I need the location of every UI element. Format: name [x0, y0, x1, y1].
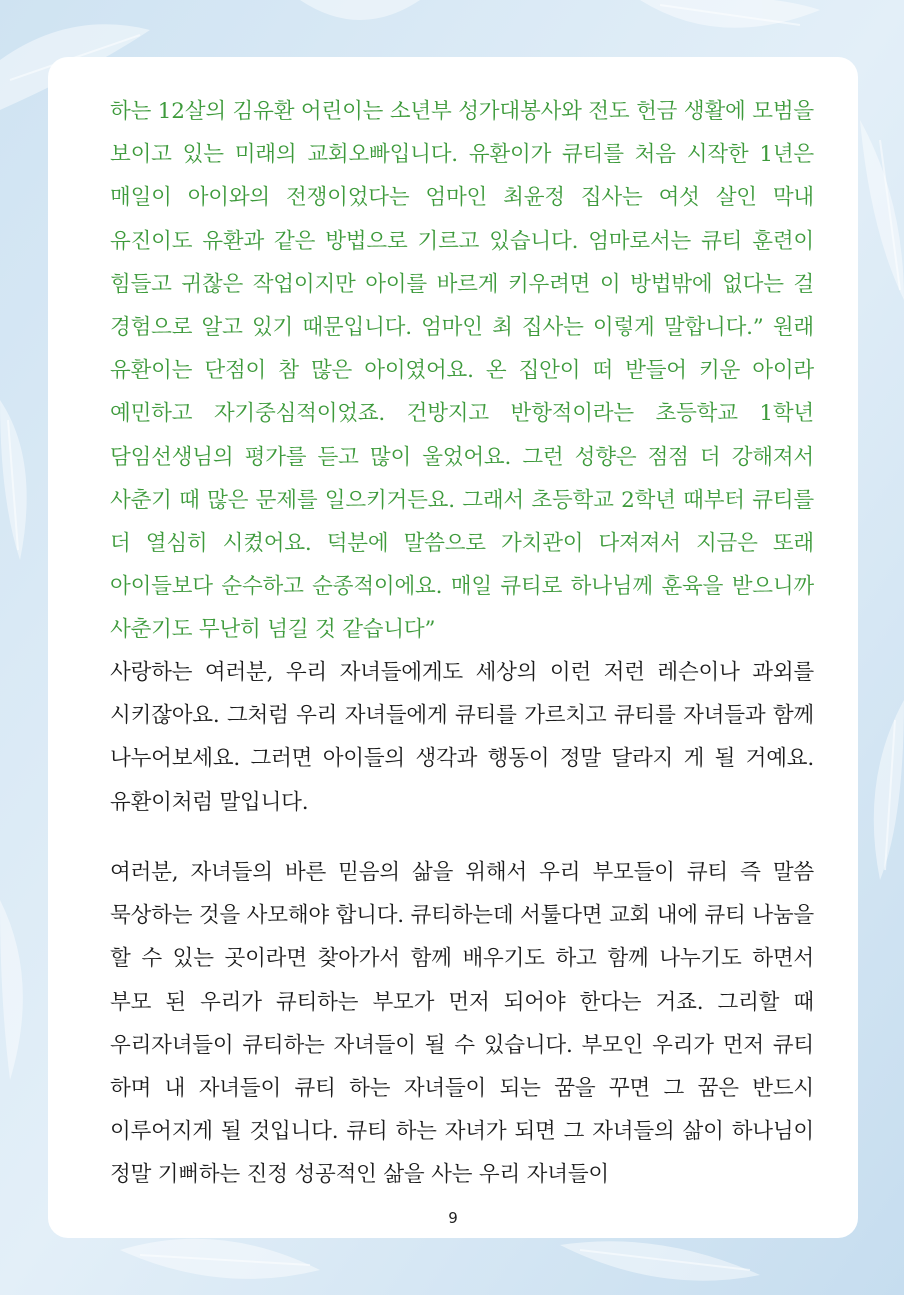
page-number: 9	[448, 1209, 458, 1227]
page-card	[48, 57, 858, 1238]
body-paragraph-2: 사랑하는 여러분, 우리 자녀들에게도 세상의 이런 저런 레슨이나 과외를 시키잖아요. 그처럼 우리 자녀들에게 큐티를 가르치고 큐티를 자녀들과 함께 나누어보세요. 그러면 아이들의 생각과 행동이 정말 달라지 게 될 거예요. 유환이처럼 말입니다.	[110, 660, 814, 815]
quote-paragraph: 하는 12살의 김유환 어린이는 소년부 성가대봉사와 전도 헌금 생활에 모범을 보이고 있는 미래의 교회오빠입니다. 유환이가 큐티를 처음 시작한 1년은 매일이 아이와의 전쟁이었다는 엄마인 최윤정 집사는 여섯 살인 막내 유진이도 유환과 같은 방법으로 기르고 있습니다. 엄마로서는 큐티 훈련이 힘들고 귀찮은 작업이지만 아이를 바르게 키우려면 이 방법밖에 없다는 걸 경험으로 알고 있기 때문입니다. 엄마인 최 집사는 이렇게 말합니다.” 원래 유환이는 단점이 참 많은 아이였어요. 온 집안이 떠 받들어 키운 아이라 예민하고 자기중심적이었죠. 건방지고 반항적이라는 초등학교 1학년 담임선생님의 평가를 듣고 많이 울었어요. 그런 성향은 점점 더 강해져서 사춘기 때 많은 문제를 일으키거든요. 그래서 초등학교 2학년 때부터 큐티를 더 열심히 시켰어요. 덕분에 말씀으로 가치관이 다져져서 지금은 또래 아이들보다 순수하고 순종적이에요. 매일 큐티로 하나님께 훈육을 받으니까 사춘기도 무난히 넘길 것 같습니다”	[110, 99, 814, 643]
body-paragraph-3: 여러분, 자녀들의 바른 믿음의 삶을 위해서 우리 부모들이 큐티 즉 말씀 묵상하는 것을 사모해야 합니다. 큐티하는데 서툴다면 교회 내에 큐티 나눔을 할 수 있는 곳이라면 찾아가서 함께 배우기도 하고 함께 나누기도 하면서 부모 된 우리가 큐티하는 부모가 먼저 되어야 한다는 거죠. 그리할 때 우리자녀들이 큐티하는 자녀들이 될 수 있습니다. 부모인 우리가 먼저 큐티 하며 내 자녀들이 큐티 하는 자녀들이 되는 꿈을 꾸면 그 꿈은 반드시 이루어지게 될 것입니다. 큐티 하는 자녀가 되면 그 자녀들의 삶이 하나님이 정말 기뻐하는 진정 성공적인 삶을 사는 우리 자녀들이	[110, 860, 814, 1188]
